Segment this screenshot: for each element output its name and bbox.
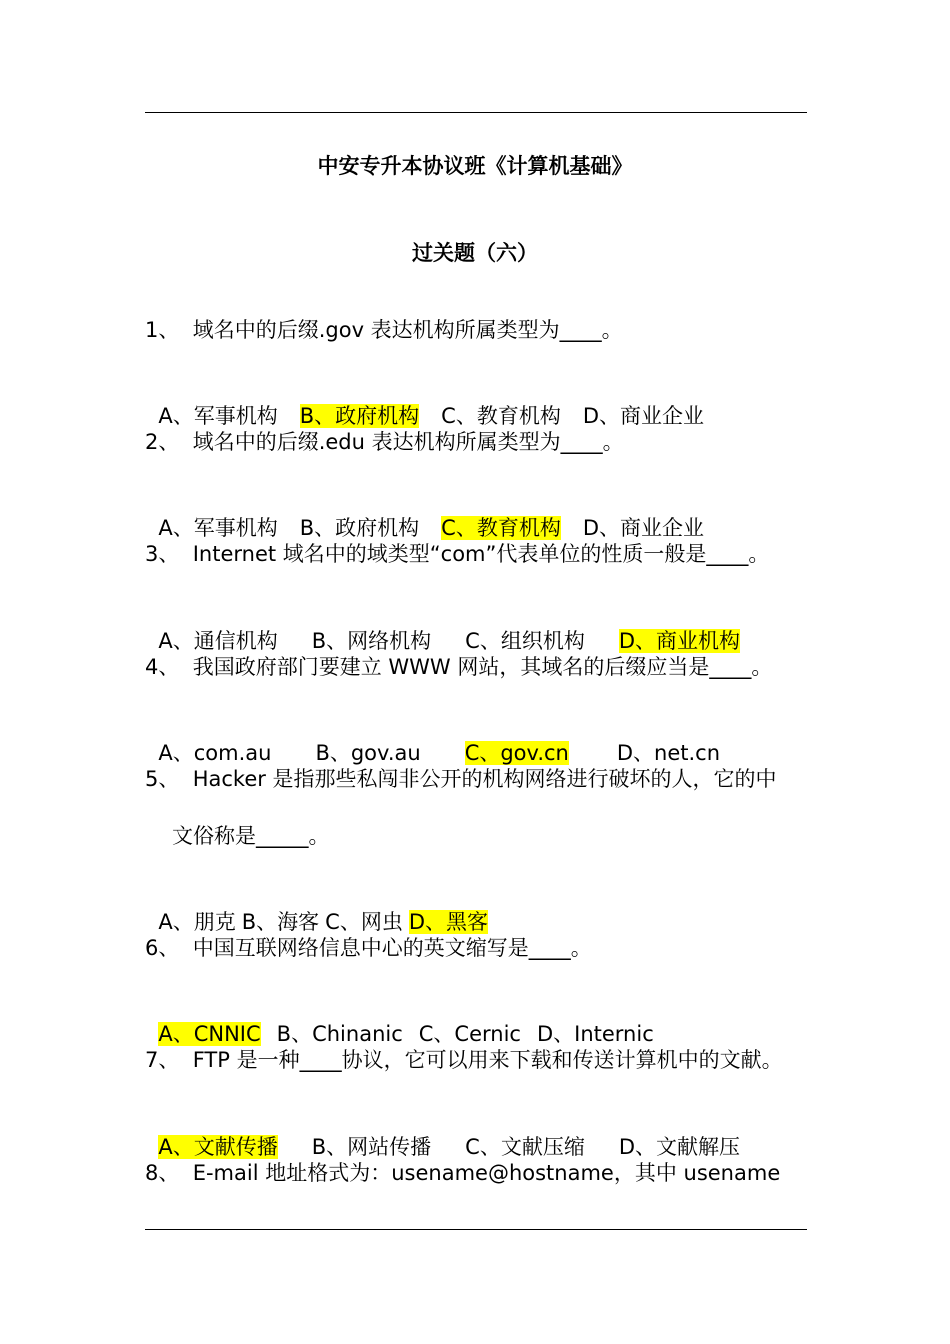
option: A、通信机构 — [158, 629, 278, 653]
question-options — [145, 708, 720, 768]
question-options — [145, 596, 740, 656]
option-answer: A、文献传播 — [158, 1135, 278, 1159]
option: C、组织机构 — [465, 629, 585, 653]
question-stem: 4、 我国政府部门要建立 WWW 网站，其域名的后缀应当是____。 — [145, 655, 773, 679]
question-stem: 7、 FTP 是一种____协议，它可以用来下载和传送计算机中的文献。 — [145, 1048, 783, 1072]
question-stem-continued: 文俗称是_____。 — [172, 824, 330, 848]
option: D、商业企业 — [582, 404, 704, 428]
question-stem: 5、 Hacker 是指那些私闯非公开的机构网络进行破坏的人，它的中 — [145, 767, 777, 791]
option: A、军事机构 — [158, 404, 278, 428]
option: C、网虫 — [325, 910, 403, 934]
option: B、Chinanic — [276, 1022, 403, 1046]
option: B、网络机构 — [311, 629, 432, 653]
option-answer: C、gov.cn — [464, 741, 569, 765]
question-stem: 1、 域名中的后缀.gov 表达机构所属类型为____。 — [145, 318, 623, 342]
option-answer: D、商业机构 — [618, 629, 740, 653]
question-stem: 2、 域名中的后缀.edu 表达机构所属类型为____。 — [145, 430, 624, 454]
option: A、军事机构 — [158, 516, 278, 540]
option: D、net.cn — [616, 741, 721, 765]
option: D、Internic — [536, 1022, 654, 1046]
option: C、Cernic — [418, 1022, 521, 1046]
option: D、文献解压 — [618, 1135, 740, 1159]
option: D、商业企业 — [582, 516, 704, 540]
question-options — [145, 877, 488, 937]
question-options — [145, 989, 654, 1049]
option: C、文献压缩 — [465, 1135, 585, 1159]
option: C、教育机构 — [441, 404, 561, 428]
question-options — [145, 371, 704, 431]
option: B、网站传播 — [311, 1135, 432, 1159]
question-stem: 3、 Internet 域名中的域类型“com”代表单位的性质一般是____。 — [145, 542, 770, 566]
document-subtitle: 过关题（六） — [412, 241, 538, 265]
bottom-rule — [145, 1229, 807, 1230]
option: A、朋克 — [158, 910, 236, 934]
question-stem: 6、 中国互联网络信息中心的英文缩写是____。 — [145, 936, 592, 960]
option-answer: B、政府机构 — [299, 404, 420, 428]
option: A、com.au — [158, 741, 272, 765]
option: B、海客 — [241, 910, 320, 934]
option: B、gov.au — [315, 741, 421, 765]
option-answer: A、CNNIC — [158, 1022, 261, 1046]
option-answer: C、教育机构 — [441, 516, 561, 540]
option-answer: D、黑客 — [408, 910, 488, 934]
question-options — [145, 483, 704, 543]
top-rule — [145, 112, 807, 113]
option: B、政府机构 — [299, 516, 420, 540]
question-options — [145, 1102, 740, 1162]
document-title: 中安专升本协议班《计算机基础》 — [317, 154, 633, 178]
question-stem: 8、 E-mail 地址格式为：usename@hostname，其中 usename — [145, 1161, 781, 1185]
